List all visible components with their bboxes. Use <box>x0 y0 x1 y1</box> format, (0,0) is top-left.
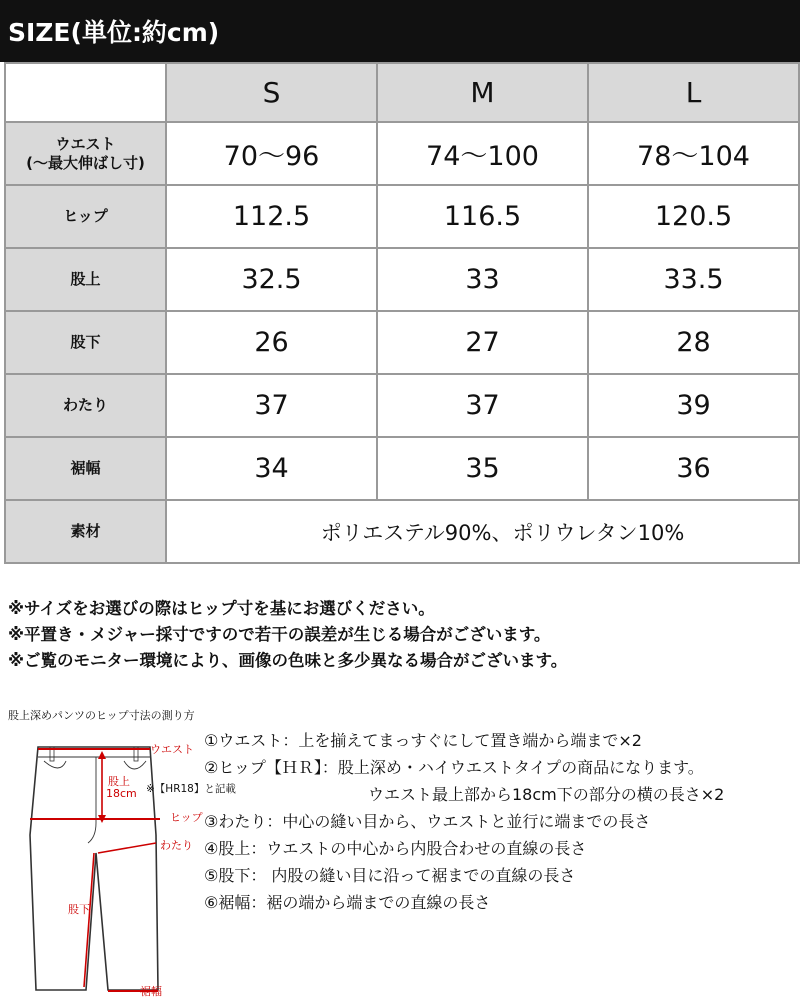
size-table <box>4 62 800 564</box>
table-cell: 33.5 <box>588 248 799 311</box>
table-cell: 37 <box>377 374 588 437</box>
instruction-item: ③わたり：中心の縫い目から、ウエストと並行に端までの長さ <box>204 812 651 831</box>
table-cell: 112.5 <box>166 185 377 248</box>
row-label-thigh: わたり <box>5 374 166 437</box>
row-label-hem: 裾幅 <box>5 437 166 500</box>
row-label-hip: ヒップ <box>5 185 166 248</box>
table-cell: 36 <box>588 437 799 500</box>
diagram-label-rise: 股上 <box>108 775 130 788</box>
table-cell: 37 <box>166 374 377 437</box>
row-label-material: 素材 <box>5 500 166 563</box>
table-row-thigh <box>5 374 799 437</box>
diagram-label-thigh: わたり <box>160 839 193 852</box>
table-cell: 32.5 <box>166 248 377 311</box>
table-row-material <box>5 500 799 563</box>
diagram-label-hem: 裾幅 <box>140 985 162 998</box>
measure-instructions <box>204 727 800 916</box>
table-cell: 116.5 <box>377 185 588 248</box>
diagram-label-hip: ヒップ <box>170 811 203 824</box>
pants-outline <box>30 747 158 990</box>
size-header-row <box>5 63 799 122</box>
note-line: ※平置き・メジャー採寸ですので若干の誤差が生じる場合がございます。 <box>8 625 551 644</box>
row-label-waist: ウエスト (〜最大伸ばし寸) <box>5 122 166 185</box>
diagram-label-inseam: 股下 <box>68 903 90 916</box>
corner-cell <box>5 63 166 122</box>
size-l-header: L <box>588 63 799 122</box>
page-title: SIZE(単位:約cm) <box>0 0 800 62</box>
instruction-item: ウエスト最上部から18cm下の部分の横の長さ×2 <box>368 785 725 804</box>
instruction-item: ⑥裾幅：裾の端から端までの直線の長さ <box>204 893 491 912</box>
note-line: ※ご覧のモニター環境により、画像の色味と多少異なる場合がございます。 <box>8 651 568 670</box>
table-cell: 78〜104 <box>588 122 799 185</box>
table-row-hip <box>5 185 799 248</box>
table-row-inseam <box>5 311 799 374</box>
table-cell: 35 <box>377 437 588 500</box>
instruction-item: ①ウエスト：上を揃えてまっすぐにして置き端から端まで×2 <box>204 731 642 750</box>
table-cell: 34 <box>166 437 377 500</box>
note-line: ※サイズをお選びの際はヒップ寸を基にお選びください。 <box>8 599 435 618</box>
table-cell: 74〜100 <box>377 122 588 185</box>
table-row-waist <box>5 122 799 185</box>
instruction-item: ②ヒップ【ＨＲ】：股上深め・ハイウエストタイプの商品になります。 <box>204 758 704 777</box>
size-m-header: M <box>377 63 588 122</box>
table-cell: 70〜96 <box>166 122 377 185</box>
material-value: ポリエステル90%、ポリウレタン10% <box>166 500 799 563</box>
table-row-rise <box>5 248 799 311</box>
diagram-hr-note: ※【HR18】と記載 <box>146 783 236 795</box>
instruction-item: ⑤股下： 内股の縫い目に沿って裾までの直線の長さ <box>204 866 576 885</box>
row-label-inseam: 股下 <box>5 311 166 374</box>
instruction-item: ④股上：ウエストの中心から内股合わせの直線の長さ <box>204 839 587 858</box>
size-s-header: S <box>166 63 377 122</box>
notes <box>8 596 798 674</box>
table-cell: 39 <box>588 374 799 437</box>
diagram-label-rise-length: 18cm <box>106 787 137 800</box>
row-label-rise: 股上 <box>5 248 166 311</box>
measure-title: 股上深めパンツのヒップ寸法の測り方 <box>8 709 195 722</box>
diagram-label-waist: ウエスト <box>150 743 194 756</box>
table-cell: 28 <box>588 311 799 374</box>
table-cell: 27 <box>377 311 588 374</box>
table-cell: 33 <box>377 248 588 311</box>
table-row-hem <box>5 437 799 500</box>
table-cell: 26 <box>166 311 377 374</box>
table-cell: 120.5 <box>588 185 799 248</box>
